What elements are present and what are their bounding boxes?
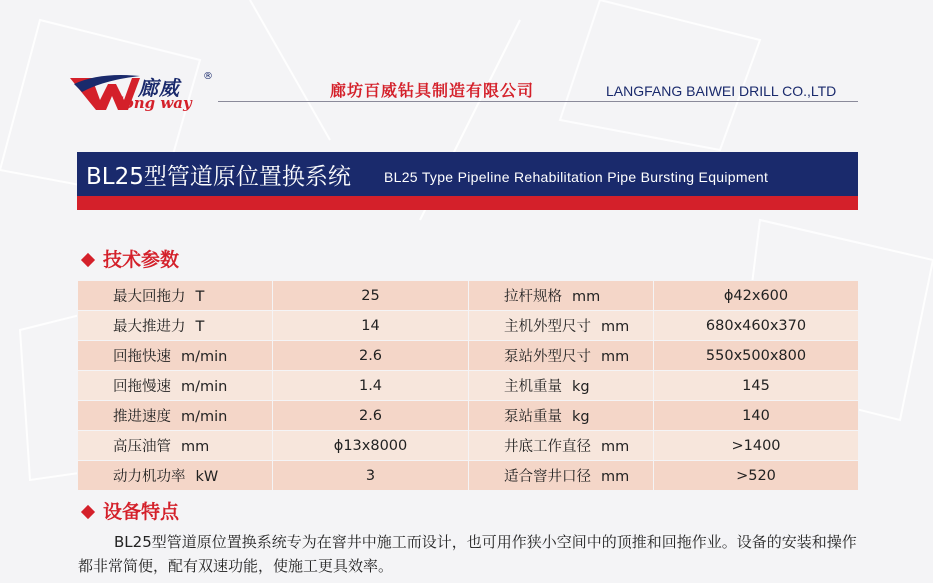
spec-value: 25 [361, 287, 380, 304]
table-row [78, 311, 859, 341]
product-title-cn: BL25型管道原位置换系统 [86, 164, 351, 190]
spec-value: 14 [361, 317, 380, 334]
spec-unit: m/min [181, 349, 228, 365]
feature-description: BL25型管道原位置换系统专为在窨井中施工而设计，也可用作狭小空间中的顶推和回拖作业。设备的安装和操作都非常简便，配有双速功能，使施工更具效率。 [78, 533, 857, 575]
spec-unit: kW [195, 469, 219, 485]
spec-unit: kg [572, 409, 590, 425]
spec-unit: kg [572, 379, 590, 395]
spec-label: 主机外型尺寸 [504, 319, 591, 335]
section-heading-features: 设备特点 [80, 497, 179, 524]
section-heading-specs: 技术参数 [80, 245, 179, 272]
spec-label: 高压油管 [113, 439, 171, 455]
spec-value: 550x500x800 [705, 347, 807, 364]
spec-label: 适合窨井口径 [504, 469, 591, 485]
spec-label: 回拖慢速 [113, 379, 171, 395]
spec-unit: T [195, 319, 205, 335]
product-title-en: BL25 Type Pipeline Rehabilitation Pipe Bursting Equipment [384, 169, 769, 185]
logo-name-en: long way [118, 94, 192, 112]
spec-label: 拉杆规格 [504, 289, 562, 305]
spec-value: >520 [736, 467, 776, 484]
spec-label: 泵站外型尺寸 [504, 349, 591, 365]
spec-value: 3 [365, 467, 376, 484]
spec-table [77, 280, 859, 491]
spec-label: 泵站重量 [504, 409, 562, 425]
table-row [78, 371, 859, 401]
spec-unit: m/min [181, 409, 228, 425]
spec-label: 井底工作直径 [504, 439, 591, 455]
table-row [78, 281, 859, 311]
header-divider [218, 101, 858, 102]
title-accent-bar [77, 196, 858, 210]
spec-value: 680x460x370 [705, 317, 807, 334]
diamond-bullet-icon [81, 252, 95, 266]
registered-mark: ® [203, 71, 213, 82]
spec-label: 主机重量 [504, 379, 562, 395]
spec-unit: mm [601, 349, 630, 365]
logo-name-cn: 廊威 [138, 76, 180, 100]
spec-value: 145 [742, 377, 770, 394]
company-name-cn: 廊坊百威钻具制造有限公司 [330, 81, 535, 100]
spec-label: 推进速度 [113, 409, 171, 425]
spec-label: 最大推进力 [113, 319, 186, 335]
table-row [78, 401, 859, 431]
spec-unit: mm [601, 469, 630, 485]
table-row [78, 341, 859, 371]
spec-unit: m/min [181, 379, 228, 395]
spec-value: 1.4 [358, 377, 383, 394]
table-row [78, 461, 859, 491]
spec-value: 2.6 [358, 407, 383, 424]
spec-value: ϕ13x8000 [333, 437, 408, 454]
diamond-bullet-icon [81, 504, 95, 518]
spec-unit: T [195, 289, 205, 305]
spec-unit: mm [601, 319, 630, 335]
spec-unit: mm [181, 439, 210, 455]
spec-value: 140 [742, 407, 770, 424]
spec-value: ϕ42x600 [723, 287, 789, 304]
company-name-en: LANGFANG BAIWEI DRILL CO.,LTD [606, 83, 837, 99]
table-row [78, 431, 859, 461]
spec-unit: mm [572, 289, 601, 305]
spec-value: >1400 [731, 437, 781, 454]
spec-label: 最大回拖力 [113, 289, 186, 305]
spec-unit: mm [601, 439, 630, 455]
spec-value: 2.6 [358, 347, 383, 364]
spec-label: 回拖快速 [113, 349, 171, 365]
spec-label: 动力机功率 [113, 469, 186, 485]
